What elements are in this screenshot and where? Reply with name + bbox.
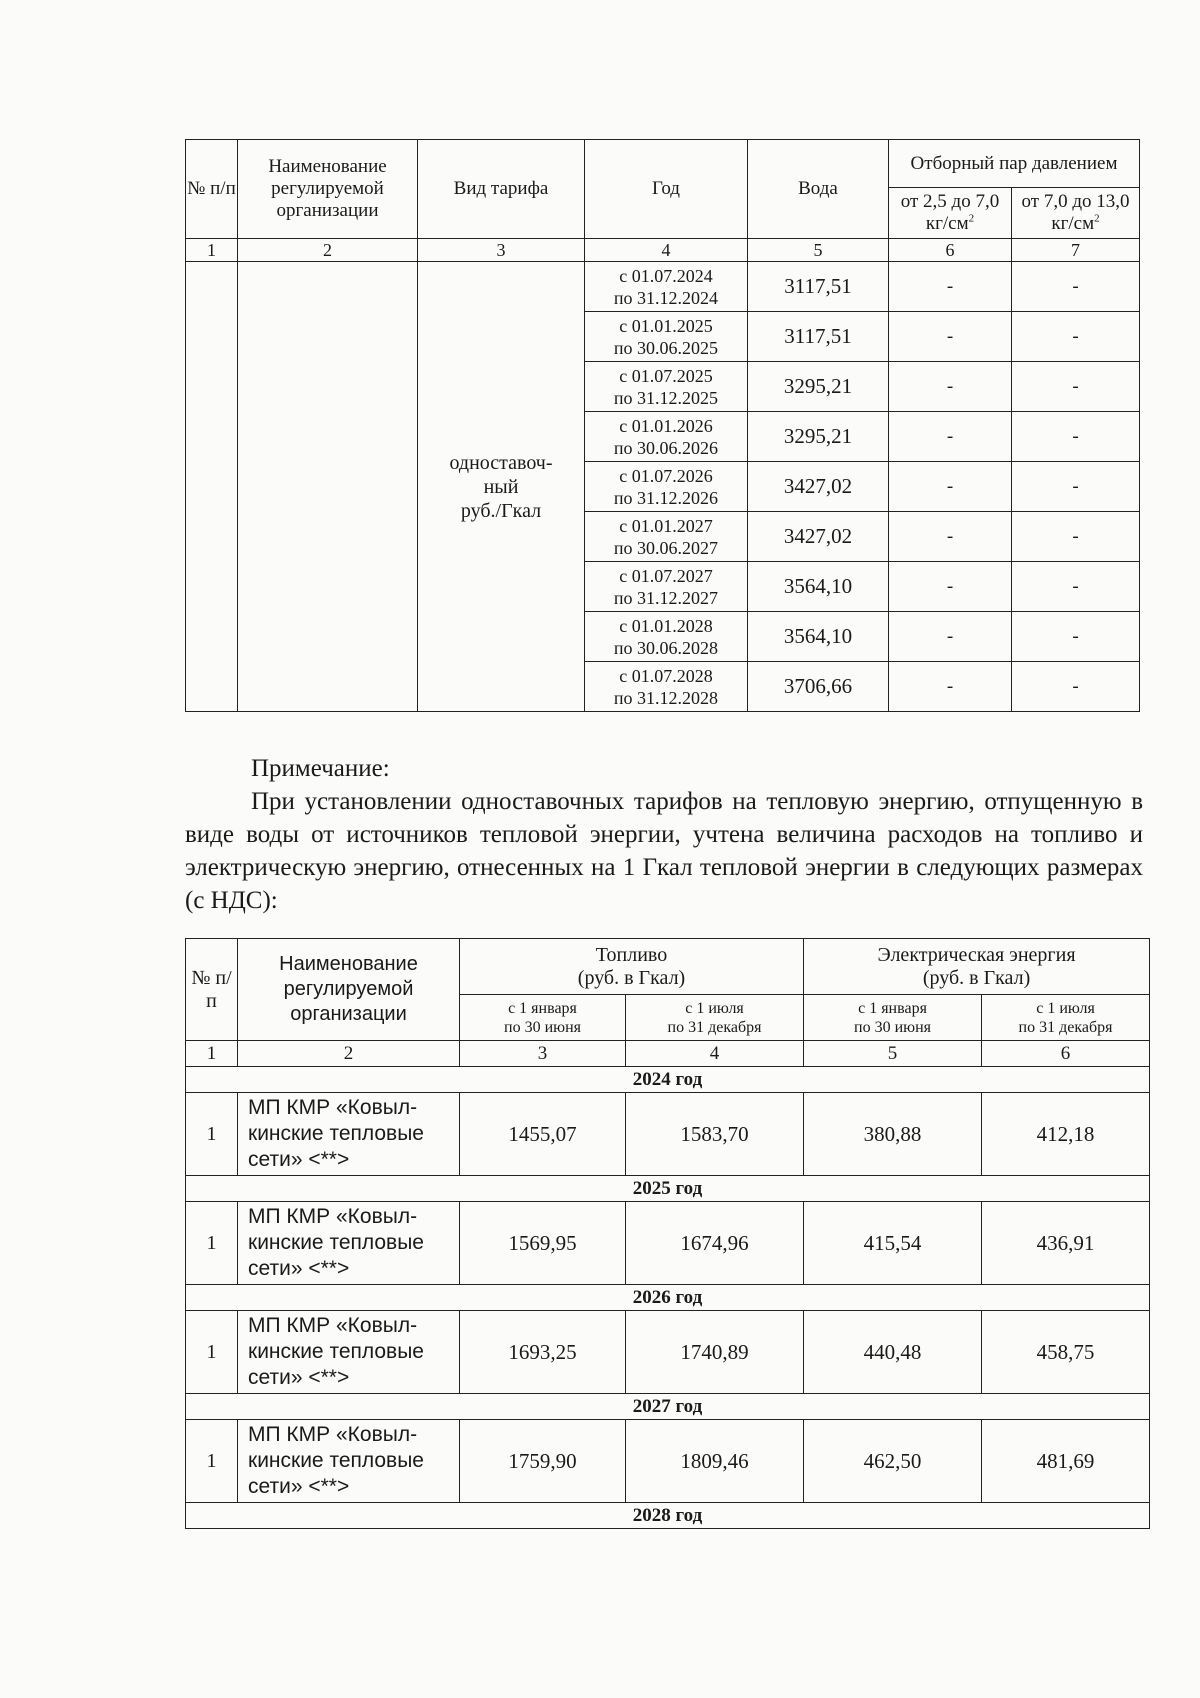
year-row [186, 1067, 1150, 1093]
water-value: 3564,10 [748, 562, 889, 612]
header-steam-low: от 2,5 до 7,0 $кг/см^2$ [889, 188, 1012, 239]
header-org: Наименование регулируемой организации [238, 140, 418, 239]
year-label: 2025 год [186, 1176, 1150, 1202]
fuel-h1-value: 1569,95 [460, 1202, 626, 1285]
fuel-h1-value: 1455,07 [460, 1093, 626, 1176]
row-number: 1 [186, 1093, 238, 1176]
water-value: 3564,10 [748, 612, 889, 662]
table-row [186, 1420, 1150, 1503]
table-row [186, 262, 1140, 312]
steam-high-value: - [1012, 462, 1140, 512]
col-number: 5 [804, 1041, 982, 1067]
org-name: МП КМР «Ковыл- кинские тепловые сети» <**> [238, 1093, 460, 1176]
col-number: 6 [889, 239, 1012, 262]
fuel-h2-value: 1583,70 [626, 1093, 804, 1176]
period-cell: с 01.07.2024 по 31.12.2024 [585, 262, 748, 312]
steam-low-value: - [889, 312, 1012, 362]
header-elec-h1: с 1 января по 30 июня [804, 995, 982, 1041]
elec-h1-value: 440,48 [804, 1311, 982, 1394]
table-row [186, 1202, 1150, 1285]
fuel-h2-value: 1740,89 [626, 1311, 804, 1394]
steam-low-value: - [889, 562, 1012, 612]
steam-high-value: - [1012, 662, 1140, 712]
header-fuel-h1: с 1 января по 30 июня [460, 995, 626, 1041]
col-number: 4 [626, 1041, 804, 1067]
period-cell: с 01.07.2025 по 31.12.2025 [585, 362, 748, 412]
steam-high-value: - [1012, 612, 1140, 662]
steam-high-value: - [1012, 512, 1140, 562]
water-value: 3117,51 [748, 312, 889, 362]
steam-low-value: - [889, 512, 1012, 562]
column-numbers-row [186, 1041, 1150, 1067]
header-steam: Отборный пар давлением [889, 140, 1140, 188]
year-label: 2027 год [186, 1394, 1150, 1420]
note-text: При установлении одноставочных тарифов на тепловую энергию, отпущенную в виде воды от источников тепловой энергии, учтена величина расходов на топливо и электрическую энергию, отнесенных на 1 Гкал тепловой энергии в следующих размерах (с НДС): [185, 788, 1143, 914]
water-value: 3706,66 [748, 662, 889, 712]
header-electricity: Электрическая энергия (руб. в Гкал) [804, 939, 1150, 995]
period-cell: с 01.01.2028 по 30.06.2028 [585, 612, 748, 662]
tariff-table [185, 139, 1140, 712]
steam-low-value: - [889, 412, 1012, 462]
steam-low-value: - [889, 362, 1012, 412]
col-number: 1 [186, 239, 238, 262]
header-tariff-type: Вид тарифа [418, 140, 585, 239]
table-row [186, 1311, 1150, 1394]
steam-low-value: - [889, 612, 1012, 662]
note-block [185, 752, 1143, 917]
table-row [186, 1093, 1150, 1176]
header-org: Наименование регулируемой организации [238, 939, 460, 1041]
period-cell: с 01.01.2027 по 30.06.2027 [585, 512, 748, 562]
steam-low-value: - [889, 462, 1012, 512]
header-fuel-h2: с 1 июля по 31 декабря [626, 995, 804, 1041]
water-value: 3295,21 [748, 362, 889, 412]
year-label: 2024 год [186, 1067, 1150, 1093]
row-number: 1 [186, 1202, 238, 1285]
col-number: 2 [238, 1041, 460, 1067]
header-water: Вода [748, 140, 889, 239]
tariff-type-cell [418, 262, 585, 712]
col-number: 4 [585, 239, 748, 262]
steam-high-value: - [1012, 262, 1140, 312]
col-number: 5 [748, 239, 889, 262]
col-number: 6 [982, 1041, 1150, 1067]
col-number: 1 [186, 1041, 238, 1067]
tariff-type-unit: руб./Гкал [460, 499, 542, 522]
header-num: № п/п [186, 939, 238, 1041]
elec-h1-value: 462,50 [804, 1420, 982, 1503]
org-name: МП КМР «Ковыл- кинские тепловые сети» <**> [238, 1311, 460, 1394]
steam-high-value: - [1012, 312, 1140, 362]
period-cell: с 01.01.2025 по 30.06.2025 [585, 312, 748, 362]
org-name: МП КМР «Ковыл- кинские тепловые сети» <**> [238, 1420, 460, 1503]
fuel-h2-value: 1674,96 [626, 1202, 804, 1285]
water-value: 3117,51 [748, 262, 889, 312]
col-number: 7 [1012, 239, 1140, 262]
fuel-h1-value: 1759,90 [460, 1420, 626, 1503]
org-cell-empty [238, 262, 418, 712]
period-cell: с 01.01.2026 по 30.06.2026 [585, 412, 748, 462]
org-name: МП КМР «Ковыл- кинские тепловые сети» <**> [238, 1202, 460, 1285]
col-number: 3 [418, 239, 585, 262]
period-cell: с 01.07.2026 по 31.12.2026 [585, 462, 748, 512]
row-number: 1 [186, 1420, 238, 1503]
year-row [186, 1503, 1150, 1529]
elec-h2-value: 412,18 [982, 1093, 1150, 1176]
water-value: 3295,21 [748, 412, 889, 462]
header-fuel: Топливо (руб. в Гкал) [460, 939, 804, 995]
steam-low-value: - [889, 262, 1012, 312]
header-steam-high: от 7,0 до 13,0 $кг/см^2$ [1012, 188, 1140, 239]
row-number: 1 [186, 1311, 238, 1394]
year-label: 2028 год [186, 1503, 1150, 1529]
steam-high-value: - [1012, 412, 1140, 462]
year-row [186, 1285, 1150, 1311]
water-value: 3427,02 [748, 512, 889, 562]
col-number: 3 [460, 1041, 626, 1067]
period-cell: с 01.07.2027 по 31.12.2027 [585, 562, 748, 612]
tariff-type-text: ный [483, 475, 519, 498]
header-elec-h2: с 1 июля по 31 декабря [982, 995, 1150, 1041]
fuel-h2-value: 1809,46 [626, 1420, 804, 1503]
elec-h2-value: 458,75 [982, 1311, 1150, 1394]
elec-h2-value: 436,91 [982, 1202, 1150, 1285]
note-heading: Примечание: [251, 755, 390, 782]
year-label: 2026 год [186, 1285, 1150, 1311]
elec-h1-value: 380,88 [804, 1093, 982, 1176]
tariff-type-text: одноставоч- [449, 451, 553, 474]
num-cell-empty [186, 262, 238, 712]
column-numbers-row [186, 239, 1140, 262]
year-row [186, 1176, 1150, 1202]
header-num: № п/п [186, 140, 238, 239]
water-value: 3427,02 [748, 462, 889, 512]
period-cell: с 01.07.2028 по 31.12.2028 [585, 662, 748, 712]
steam-low-value: - [889, 662, 1012, 712]
col-number: 2 [238, 239, 418, 262]
header-year: Год [585, 140, 748, 239]
year-row [186, 1394, 1150, 1420]
elec-h1-value: 415,54 [804, 1202, 982, 1285]
elec-h2-value: 481,69 [982, 1420, 1150, 1503]
expenses-table [185, 938, 1150, 1529]
steam-high-value: - [1012, 562, 1140, 612]
steam-high-value: - [1012, 362, 1140, 412]
fuel-h1-value: 1693,25 [460, 1311, 626, 1394]
